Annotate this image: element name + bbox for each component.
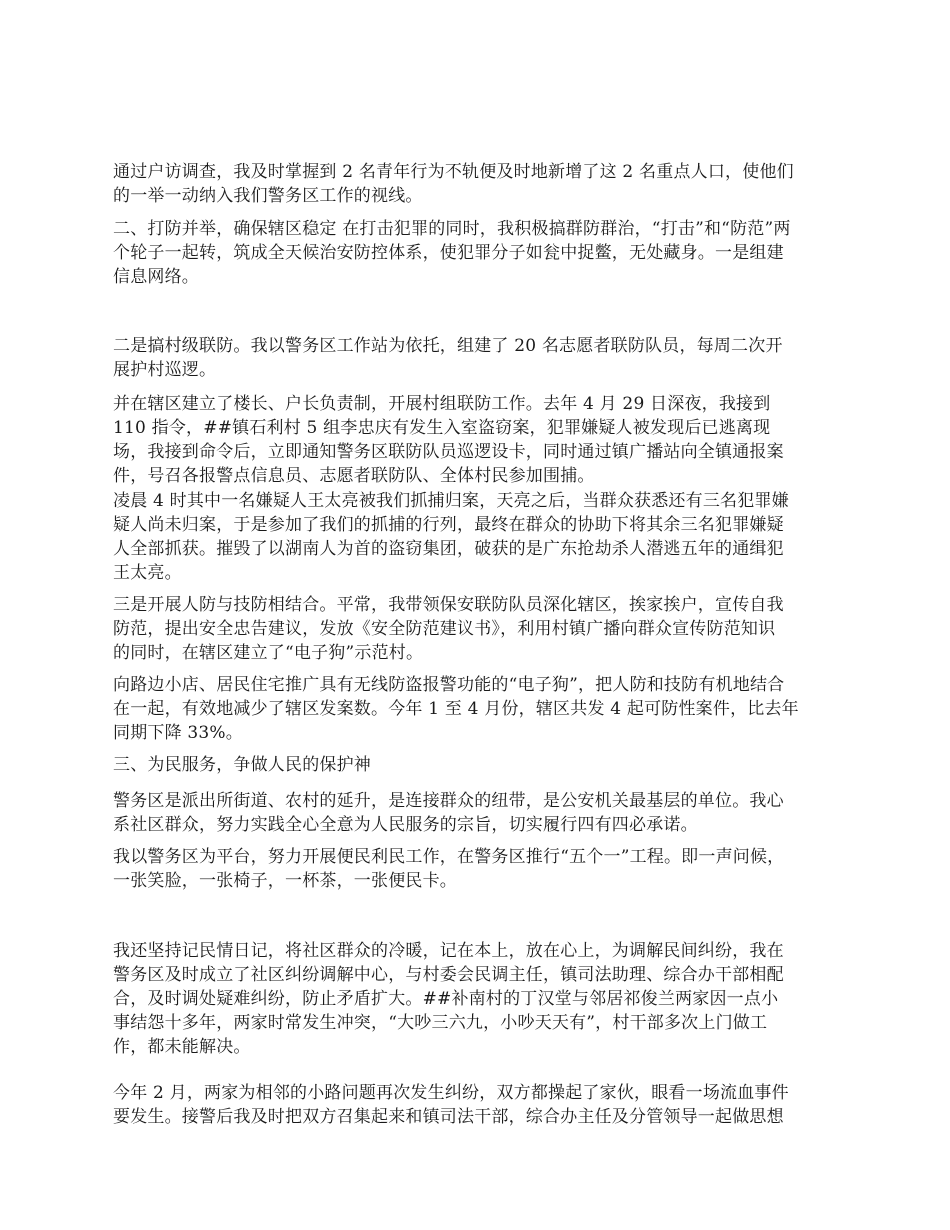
paragraph-9: 我以警务区为平台，努力开展便民利民工作，在警务区推行“五个一”工程。即一声问候， 一张笑脸，一张椅子，一杯茶，一张便民卡。 [113, 847, 785, 891]
paragraph-5: 凌晨 4 时其中一名嫌疑人王太亮被我们抓捕归案，天亮之后，当群众获悉还有三名犯罪嫌 疑人尚未归案，于是参加了我们的抓捕的行列，最终在群众的协助下将其余三名犯罪嫌疑 人全部抓获。摧毁了以湖南人为首的盗窃集团，破获的是广东抢劫杀人潜逃五年的通缉犯 王太亮。 [113, 491, 789, 583]
section-heading-3: 三、为民服务，争做人民的保护神 [113, 755, 371, 775]
paragraph-6: 三是开展人防与技防相结合。平常，我带领保安联防队员深化辖区，挨家挨户，宣传自我 防范，提出安全忠告建议，发放《安全防范建议书》，利用村镇广播向群众宣传防范知识 的同时，在辖区建立了“电子狗”示范村。 [113, 595, 784, 663]
paragraph-8: 警务区是派出所街道、农村的延升，是连接群众的纽带，是公安机关最基层的单位。我心 系社区群众，努力实践全心全意为人民服务的宗旨，切实履行四有四必承诺。 [113, 791, 784, 835]
paragraph-11: 今年 2 月，两家为相邻的小路问题再次发生纠纷，双方都操起了家伙，眼看一场流血事件 要发生。接警后我及时把双方召集起来和镇司法干部，综合办主任及分管领导一起做思想 [113, 1083, 789, 1127]
paragraph-2: 二、打防并举，确保辖区稳定 在打击犯罪的同时，我积极搞群防群治，“打击”和“防范”两 个轮子一起转，筑成全天候治安防控体系，使犯罪分子如瓮中捉鳖，无处藏身。一是组建 信息网络。 [113, 219, 791, 287]
paragraph-3: 二是搞村级联防。我以警务区工作站为依托，组建了 20 名志愿者联防队员，每周二次开 展护村巡逻。 [113, 336, 783, 380]
paragraph-7: 向路边小店、居民住宅推广具有无线防盗报警功能的“电子狗”，把人防和技防有机地结合 在一起，有效地减少了辖区发案数。今年 1 至 4 月份，辖区共发 4 起可防性案件，比去年 同期下降 33%。 [113, 675, 799, 743]
paragraph-10: 我还坚持记民情日记，将社区群众的冷暖，记在本上，放在心上，为调解民间纠纷，我在 警务区及时成立了社区纠纷调解中心，与村委会民调主任，镇司法助理、综合办干部相配 合，及时调处疑难纠纷，防止矛盾扩大。##补南村的丁汉堂与邻居祁俊兰两家因一点小 事结怨十多年，两家时常发生冲突，“大吵三六九，小吵天天有”，村干部多次上门做工 作，都未能解决。 [113, 941, 784, 1057]
paragraph-4: 并在辖区建立了楼长、户长负责制，开展村组联防工作。去年 4 月 29 日深夜，我接到 110 指令，##镇石利村 5 组李忠庆有发生入室盗窃案，犯罪嫌疑人被发现后已逃离现 场，我接到命令后，立即通知警务区联防队员巡逻设卡，同时通过镇广播站向全镇通报案 件，号召各报警点信息员、志愿者联防队、全体村民参加围捕。 [113, 394, 784, 486]
paragraph-1: 通过户访调查，我及时掌握到 2 名青年行为不轨便及时地新增了这 2 名重点人口，使他们 的一举一动纳入我们警务区工作的视线。 [113, 162, 794, 206]
